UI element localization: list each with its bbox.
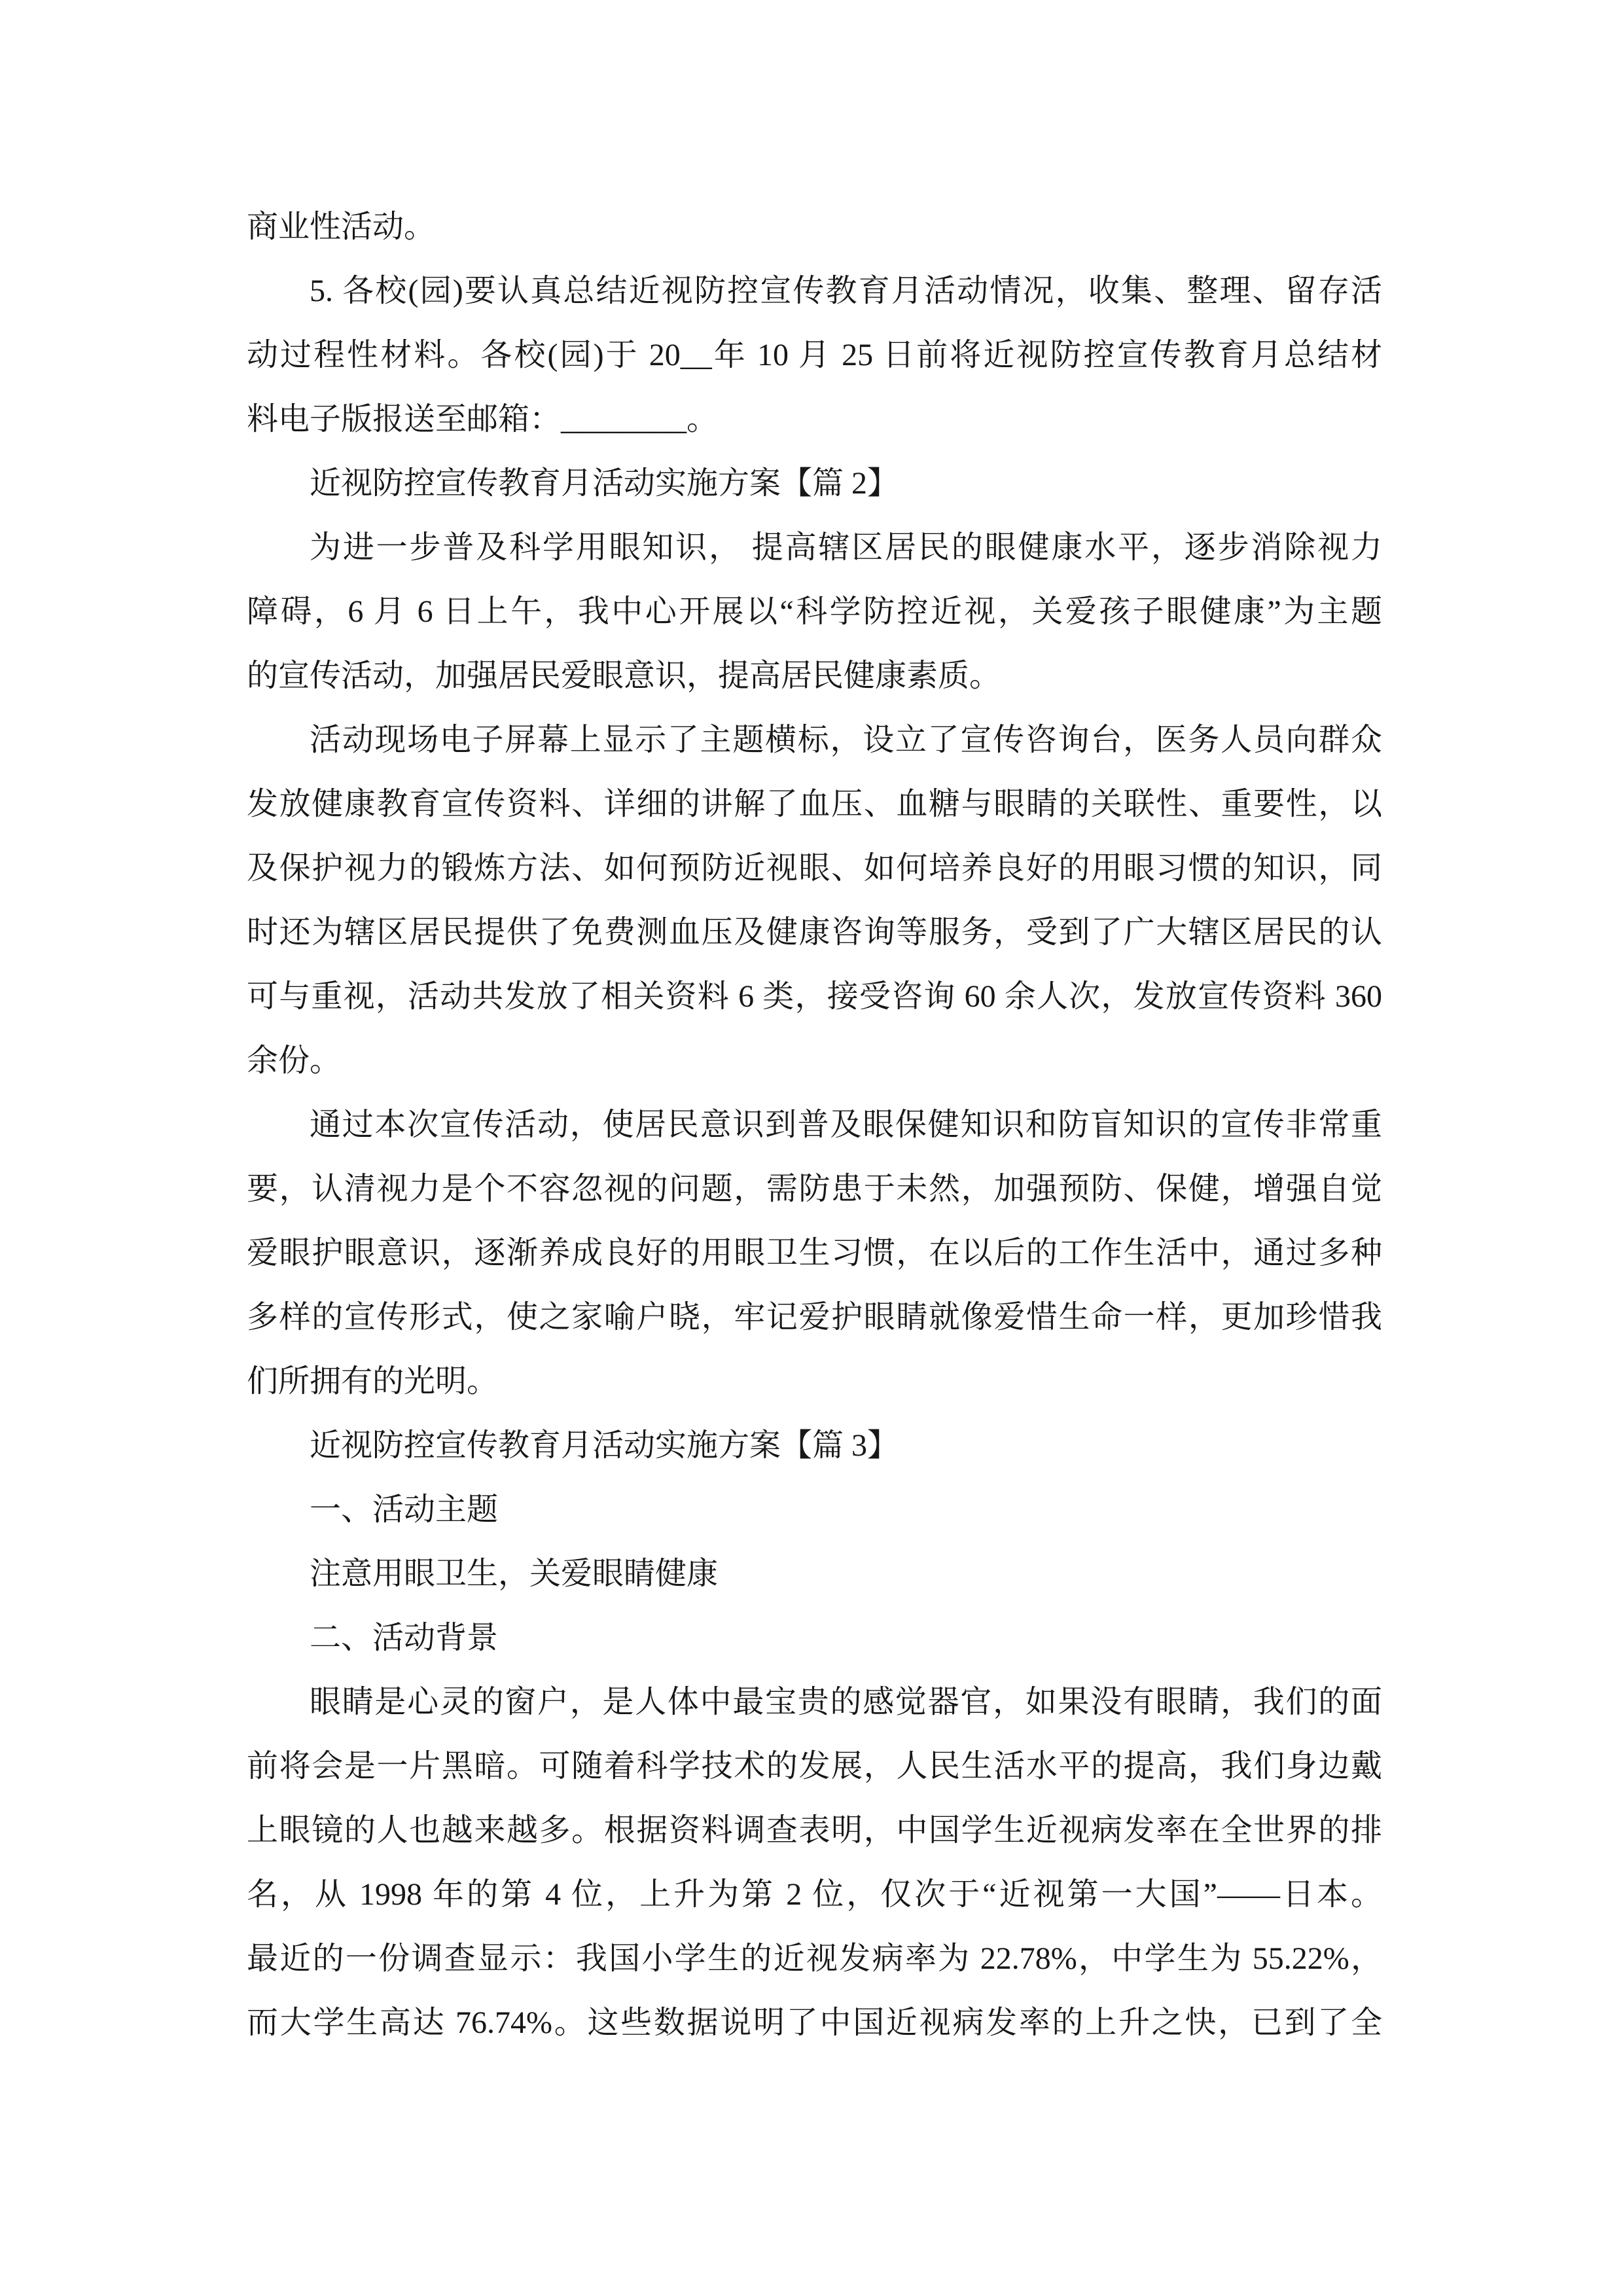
document-body: [247, 195, 1382, 2055]
text-line: 时还为辖区居民提供了免费测血压及健康咨询等服务，受到了广大辖区居民的认: [247, 915, 1382, 950]
list-heading: 二、活动背景: [310, 1621, 499, 1655]
text-line: 商业性活动。: [247, 209, 436, 244]
text-line: 料电子版报送至邮箱：________。: [247, 402, 719, 437]
text-line: 眼睛是心灵的窗户，是人体中最宝贵的感觉器官，如果没有眼睛，我们的面: [310, 1685, 1382, 1719]
text-line: 多样的宣传形式，使之家喻户晓，牢记爱护眼睛就像爱惜生命一样，更加珍惜我: [247, 1300, 1382, 1335]
text-line: 通过本次宣传活动，使居民意识到普及眼保健知识和防盲知识的宣传非常重: [310, 1107, 1382, 1142]
text-line: 动过程性材料。各校(园)于 20__年 10 月 25 日前将近视防控宣传教育月总结材: [247, 338, 1382, 372]
text-line: 们所拥有的光明。: [247, 1364, 499, 1399]
text-line: 可与重视，活动共发放了相关资料 6 类，接受咨询 60 余人次，发放宣传资料 360: [247, 979, 1382, 1014]
text-line: 的宣传活动，加强居民爱眼意识，提高居民健康素质。: [247, 658, 1001, 693]
text-line: 而大学生高达 76.74%。这些数据说明了中国近视病发率的上升之快，已到了全: [247, 2005, 1382, 2040]
text-line: 为进一步普及科学用眼知识， 提高辖区居民的眼健康水平，逐步消除视力: [310, 530, 1382, 565]
text-line: 障碍，6 月 6 日上午，我中心开展以“科学防控近视，关爱孩子眼健康”为主题: [247, 594, 1382, 629]
text-line: 发放健康教育宣传资料、详细的讲解了血压、血糖与眼睛的关联性、重要性，以: [247, 787, 1382, 821]
text-line: 要，认清视力是个不容忽视的问题，需防患于未然，加强预防、保健，增强自觉: [247, 1172, 1382, 1206]
text-line: 名，从 1998 年的第 4 位，上升为第 2 位，仅次于“近视第一大国”——日本。: [247, 1877, 1382, 1912]
text-line: 最近的一份调查显示：我国小学生的近视发病率为 22.78%，中学生为 55.22%，: [247, 1941, 1382, 1976]
text-line: 上眼镜的人也越来越多。根据资料调查表明，中国学生近视病发率在全世界的排: [247, 1813, 1382, 1848]
text-line: 5. 各校(园)要认真总结近视防控宣传教育月活动情况，收集、整理、留存活: [310, 274, 1382, 308]
text-line: 及保护视力的锻炼方法、如何预防近视眼、如何培养良好的用眼习惯的知识，同: [247, 851, 1382, 886]
section-heading: 近视防控宣传教育月活动实施方案【篇 3】: [310, 1428, 899, 1463]
section-heading: 近视防控宣传教育月活动实施方案【篇 2】: [310, 466, 899, 501]
text-line: 活动现场电子屏幕上显示了主题横标，设立了宣传咨询台，医务人员向群众: [310, 723, 1382, 757]
text-line: 余份。: [247, 1043, 342, 1078]
text-line: 注意用眼卫生，关爱眼睛健康: [310, 1556, 719, 1591]
text-line: 前将会是一片黑暗。可随着科学技术的发展，人民生活水平的提高，我们身边戴: [247, 1749, 1382, 1784]
list-heading: 一、活动主题: [310, 1492, 499, 1527]
text-line: 爱眼护眼意识，逐渐养成良好的用眼卫生习惯，在以后的工作生活中，通过多种: [247, 1236, 1382, 1270]
